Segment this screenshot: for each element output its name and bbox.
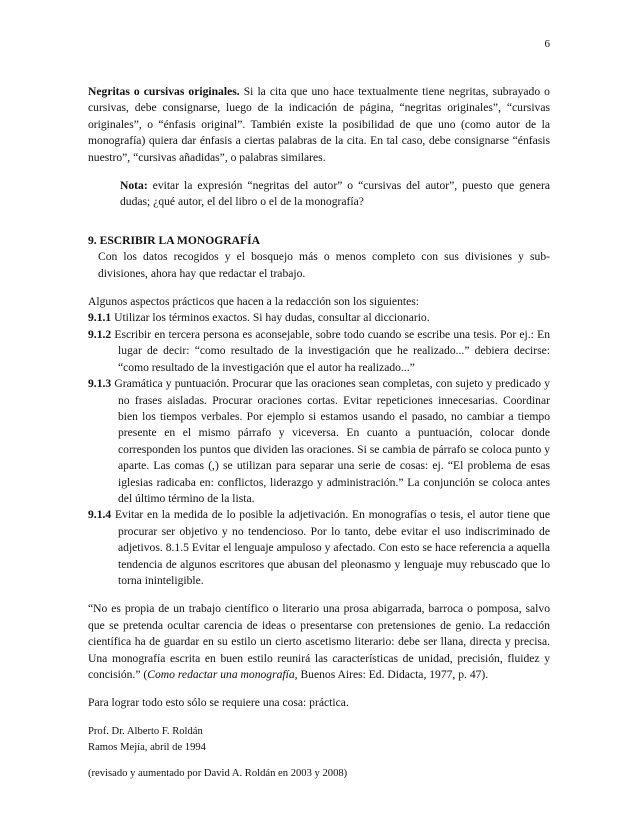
list-item-9-1-1 — [88, 310, 550, 326]
item-number: 9.1.1 — [88, 311, 112, 325]
list-item-9-1-2 — [88, 327, 550, 376]
list-item-9-1-4 — [88, 507, 550, 589]
paragraph-original-emphasis — [88, 84, 550, 166]
item-text: Utilizar los términos exactos. Si hay dudas, consultar al diccionario. — [111, 311, 430, 325]
list-item-9-1-3 — [88, 376, 550, 507]
quote-paragraph — [88, 601, 550, 683]
item-text: Evitar en la medida de lo posible la adjetivación. En monografías o tesis, el autor tiene que procurar ser objetivo y no tendencioso. Por lo tanto, debe evitar el uso indiscriminado de adjetivos. 8.1.5 Evitar el lenguaje ampuloso y afectado. Con esto se hace referencia a aquella tendencia de algunos escritores que abusan del pleonasmo y lenguaje muy rebuscado que lo torna ininteligible. — [111, 508, 550, 587]
section-heading: 9. ESCRIBIR LA MONOGRAFÍA — [88, 233, 260, 247]
quote-text: “No es propia de un trabajo científico o literario una prosa abigarrada, barroca o pomposa, salvo que se pretenda ocultar carencia de ideas o presentarse con pretensiones de genio. La redacción científica ha de guardar en su estilo un cierto ascetismo literario: debe ser llana, directa y precisa. Una monografía escrita en buen estilo reunirá las características de unidad, precisión, fluidez y concisión.” ( — [88, 602, 550, 681]
aspects-intro: Algunos aspectos prácticos que hacen a la redacción son los siguientes: — [88, 295, 419, 309]
note-text: evitar la expresión “negritas del autor” o “cursivas del autor”, puesto que genera dudas; ¿qué autor, el del libro o el de la monografía? — [120, 179, 550, 209]
page-content — [88, 84, 550, 782]
item-number: 9.1.4 — [88, 508, 112, 522]
place-date: Ramos Mejía, abril de 1994 — [88, 741, 206, 753]
section-intro: Con los datos recogidos y el bosquejo más o menos completo con sus divisiones y sub-divisiones, ahora hay que redactar el trabajo. — [98, 250, 550, 280]
item-text: Escribir en tercera persona es aconsejable, sobre todo cuando se escribe una tesis. Por ej.: En lugar de decir: “como resultado de la investigación que he realizado...” debiera decirse: “como resultado de la investigación que el autor ha realizado...” — [111, 327, 550, 374]
page-number: 6 — [544, 38, 550, 50]
item-number: 9.1.2 — [88, 327, 112, 341]
author-name: Prof. Dr. Alberto F. Roldán — [88, 725, 203, 737]
item-number: 9.1.3 — [88, 377, 112, 391]
closing-line: Para lograr todo esto sólo se requiere una cosa: práctica. — [88, 696, 349, 710]
quote-source-title: Como redactar una monografía, — [147, 668, 298, 681]
revision-note: (revisado y aumentado por David A. Roldán en 2003 y 2008) — [88, 767, 348, 779]
note-label: Nota: — [120, 179, 148, 193]
paragraph-text: Si la cita que uno hace textualmente tiene negritas, subrayado o cursivas, debe consignarse, luego de la indicación de página, “negritas originales”, “cursivas originales”, o “énfasis original”. También existe la posibilidad de que uno (como autor de la monografía) quiera dar énfasis a ciertas palabras de la cita. En tal caso, debe consignarse “énfasis nuestro”, “cursivas añadidas”, o palabras similares. — [88, 85, 550, 164]
paragraph-bold-lead: Negritas o cursivas originales. — [88, 85, 240, 98]
item-text: Gramática y puntuación. Procurar que las oraciones sean completas, con sujeto y predicado y no frases aisladas. Procurar oraciones cortas. Evitar repeticiones innecesarias. Coordinar bien los tiempos verbales. Por ejemplo si estamos usando el pasado, no cambiar a tiempo presente en el mismo párrafo y viceversa. En cuanto a puntuación, colocar donde corresponden los puntos que dividen las oraciones. Si se cambia de párrafo se coloca punto y aparte. Las comas (,) se utilizan para separar una serie de cosas: ej. “El problema de esas iglesias radicaba en: conflictos, liderazgo y administración.” La conjunción se coloca antes del último término de la lista. — [111, 377, 550, 505]
note-paragraph — [120, 178, 550, 211]
quote-source-tail: Buenos Aires: Ed. Didacta, 1977, p. 47). — [297, 668, 489, 681]
